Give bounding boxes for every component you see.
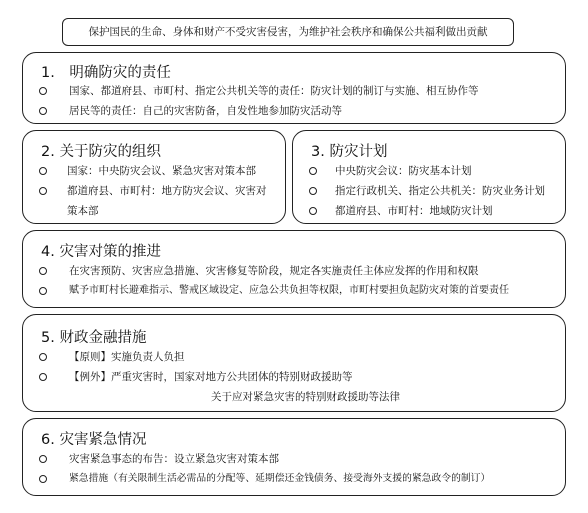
bullet-circle-icon: [39, 353, 47, 361]
section-title: 5. 财政金融措施: [41, 330, 147, 346]
section-organization: 2. 关于防灾的组织 国家：中央防灾会议、紧急灾害对策本部 都道府县、市町村：地方防灾会议、灾害对 策本部: [22, 130, 286, 224]
bullet-circle-icon: [39, 455, 47, 463]
bullet-circle-icon: [39, 287, 47, 295]
bullet-circle-icon: [309, 187, 317, 195]
bullet-circle-icon: [309, 167, 317, 175]
bullet-circle-icon: [39, 107, 47, 115]
bullet-circle-icon: [39, 87, 47, 95]
bullet-circle-icon: [39, 475, 47, 483]
section-title: 3. 防灾计划: [311, 144, 388, 160]
section-title: 4. 灾害对策的推进: [41, 244, 161, 260]
bullet-circle-icon: [39, 373, 47, 381]
bullet-circle-icon: [39, 267, 47, 275]
section-countermeasures: 4. 灾害对策的推进 在灾害预防、灾害应急措施、灾害修复等阶段，规定各实施责任主体应发挥的作用和权限 赋予市町村长避难指示、警戒区域设定、应急公共负担等权限，市町村要担负起防灾对策的首要责任: [22, 230, 566, 308]
section-responsibility: 1. 明确防灾的责任 国家、都道府县、市町村、指定公共机关等的责任：防灾计划的制订与实施、相互协作等 居民等的责任：自己的灾害防备，自发性地参加防灾活动等: [22, 52, 566, 124]
section-title: 2. 关于防灾的组织: [41, 144, 161, 160]
bullet-circle-icon: [39, 187, 47, 195]
bullet-circle-icon: [39, 167, 47, 175]
purpose-banner: 保护国民的生命、身体和财产不受灾害侵害，为维护社会秩序和确保公共福利做出贡献: [62, 18, 514, 46]
section-disaster-plan: 3. 防灾计划 中央防灾会议：防灾基本计划 指定行政机关、指定公共机关：防灾业务计划 都道府县、市町村：地域防灾计划: [292, 130, 566, 224]
section-financial: 5. 财政金融措施 【原则】实施负责人负担 【例外】严重灾害时，国家对地方公共团体的特别财政援助等 关于应对紧急灾害的特别财政援助等法律: [22, 314, 566, 412]
section-emergency: 6. 灾害紧急情况 灾害紧急事态的布告：设立紧急灾害对策本部 紧急措施（有关限制生活必需品的分配等、延期偿还金钱债务、接受海外支援的紧急政令的制订）: [22, 418, 566, 496]
section-title: 6. 灾害紧急情况: [41, 432, 147, 448]
bullet-circle-icon: [309, 207, 317, 215]
section-title: 1. 明确防灾的责任: [41, 65, 171, 81]
